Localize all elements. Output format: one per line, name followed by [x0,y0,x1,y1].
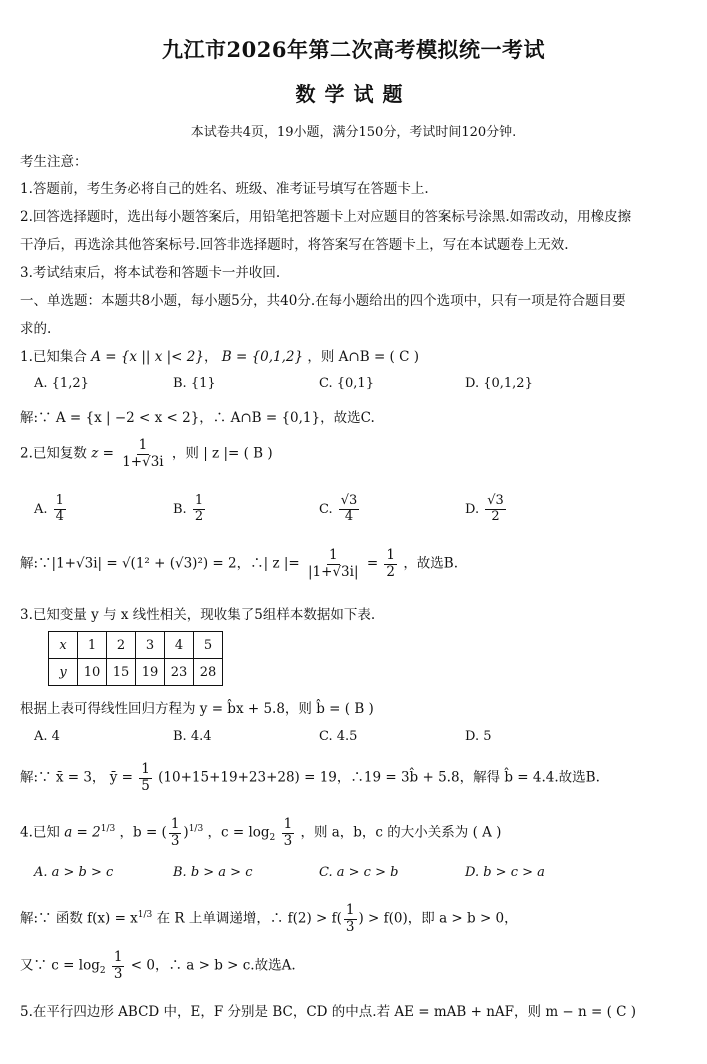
q2-option-a: A. $\frac{1}{4}$ [34,493,64,524]
q2-fraction: $\frac{1}{1+√3i}$ [122,437,164,470]
question-4-stem: 4.已知 $a = 2^{1/3}$ ，b = ( $\frac{1}{3}$ )$^{1/3}$ ，$c = \log_2$ $\frac{1}{3}$ ，则 a，b，c 的大小关系为 ( A ) [20,816,502,849]
subject-title: 数学试题 [295,82,412,106]
notice-item-1: 1.答题前，考生务必将自己的姓名、班级、准考证号填写在答题卡上. [20,181,429,197]
table-row-x: x 1 2 3 4 5 [49,632,223,659]
notice-item-3: 3.考试结束后，将本试卷和答题卡一并收回. [20,265,281,281]
q3-option-b: B. 4.4 [173,729,212,744]
q3-option-a: A. 4 [34,729,60,744]
q2-option-c: C. $\frac{√3}{4}$ [319,493,358,524]
q3-solution: 解:∵ x̄ = 3， ȳ = $\frac{1}{5}$ (10+15+19+23+28) = 19，∴19 = 3b̂ + 5.8，解得 b̂ = 4.4.故选B. [20,761,600,794]
question-2-stem: 2.已知复数 z = $\frac{1}{1+√3i}$ ，则 | z |= ( B ) [20,437,273,470]
q2-solution: 解:∵|1+√3i| = √(1² + (√3)²) = 2，∴| z |= $\frac{1}{|1+√3i|}$ = $\frac{1}{2}$ ，故选B. [20,547,459,580]
sample-data-table [48,631,223,686]
q2-option-d: D. $\frac{√3}{2}$ [465,493,504,524]
exam-title: 九江市2026年第二次高考模拟统一考试 [162,37,545,62]
q3-option-d: D. 5 [465,729,492,744]
q1-option-a: A. {1,2} [34,376,89,391]
q4-option-a: A. a > b > c [34,865,114,880]
section-heading-cont: 求的. [20,321,52,337]
q4-option-b: B. b > a > c [173,865,253,880]
q2-option-b: B. $\frac{1}{2}$ [173,493,204,524]
q4-solution-line-1: 解:∵ 函数 $f(x) = x^{1/3}$ 在 R 上单调递增，∴ f(2) > f( $\frac{1}{3}$ ) > f(0)，即 a > b > 0， [20,902,518,935]
notice-item-2b: 干净后，再选涂其他答案标号.回答非选择题时，将答案写在答题卡上，写在本试题卷上无效. [20,237,569,253]
notice-item-2a: 2.回答选择题时，选出每小题答案后，用铅笔把答题卡上对应题目的答案标号涂黑.如需改动，用橡皮擦 [20,209,632,225]
question-3-stem: 3.已知变量 y 与 x 线性相关，现收集了5组样本数据如下表. [20,607,376,623]
q1-option-c: C. {0,1} [319,376,374,391]
q4-solution-line-2: 又∵ $c = \log_2$ $\frac{1}{3}$ < 0，∴ a > b > c.故选A. [20,949,296,982]
notice-heading: 考生注意： [20,154,88,170]
question-5-stem: 5.在平行四边形 ABCD 中，E，F 分别是 BC，CD 的中点.若 AE = mAB + nAF，则 m − n = ( C ) [20,1004,637,1020]
question-1-stem: 1.已知集合 A = {x || x |< 2}， B = {0,1,2} ，则 A∩B = ( C ) [20,349,420,365]
exam-info: 本试卷共4页，19小题，满分150分，考试时间120分钟. [190,125,517,140]
q1-solution: 解:∵ A = {x | −2 < x < 2}，∴ A∩B = {0,1}，故选C. [20,410,375,426]
table-row-y: y 10 15 19 23 28 [49,659,223,686]
q4-option-d: D. b > c > a [465,865,545,880]
q3-option-c: C. 4.5 [319,729,358,744]
section-heading: 一、单选题：本题共8小题，每小题5分，共40分.在每小题给出的四个选项中，只有一项是符合题目要 [20,293,626,309]
q3-regression-question: 根据上表可得线性回归方程为 y = b̂x + 5.8，则 b̂ = ( B ) [20,701,374,717]
q1-option-b: B. {1} [173,376,216,391]
q1-option-d: D. {0,1,2} [465,376,533,391]
q4-option-c: C. a > c > b [319,865,399,880]
